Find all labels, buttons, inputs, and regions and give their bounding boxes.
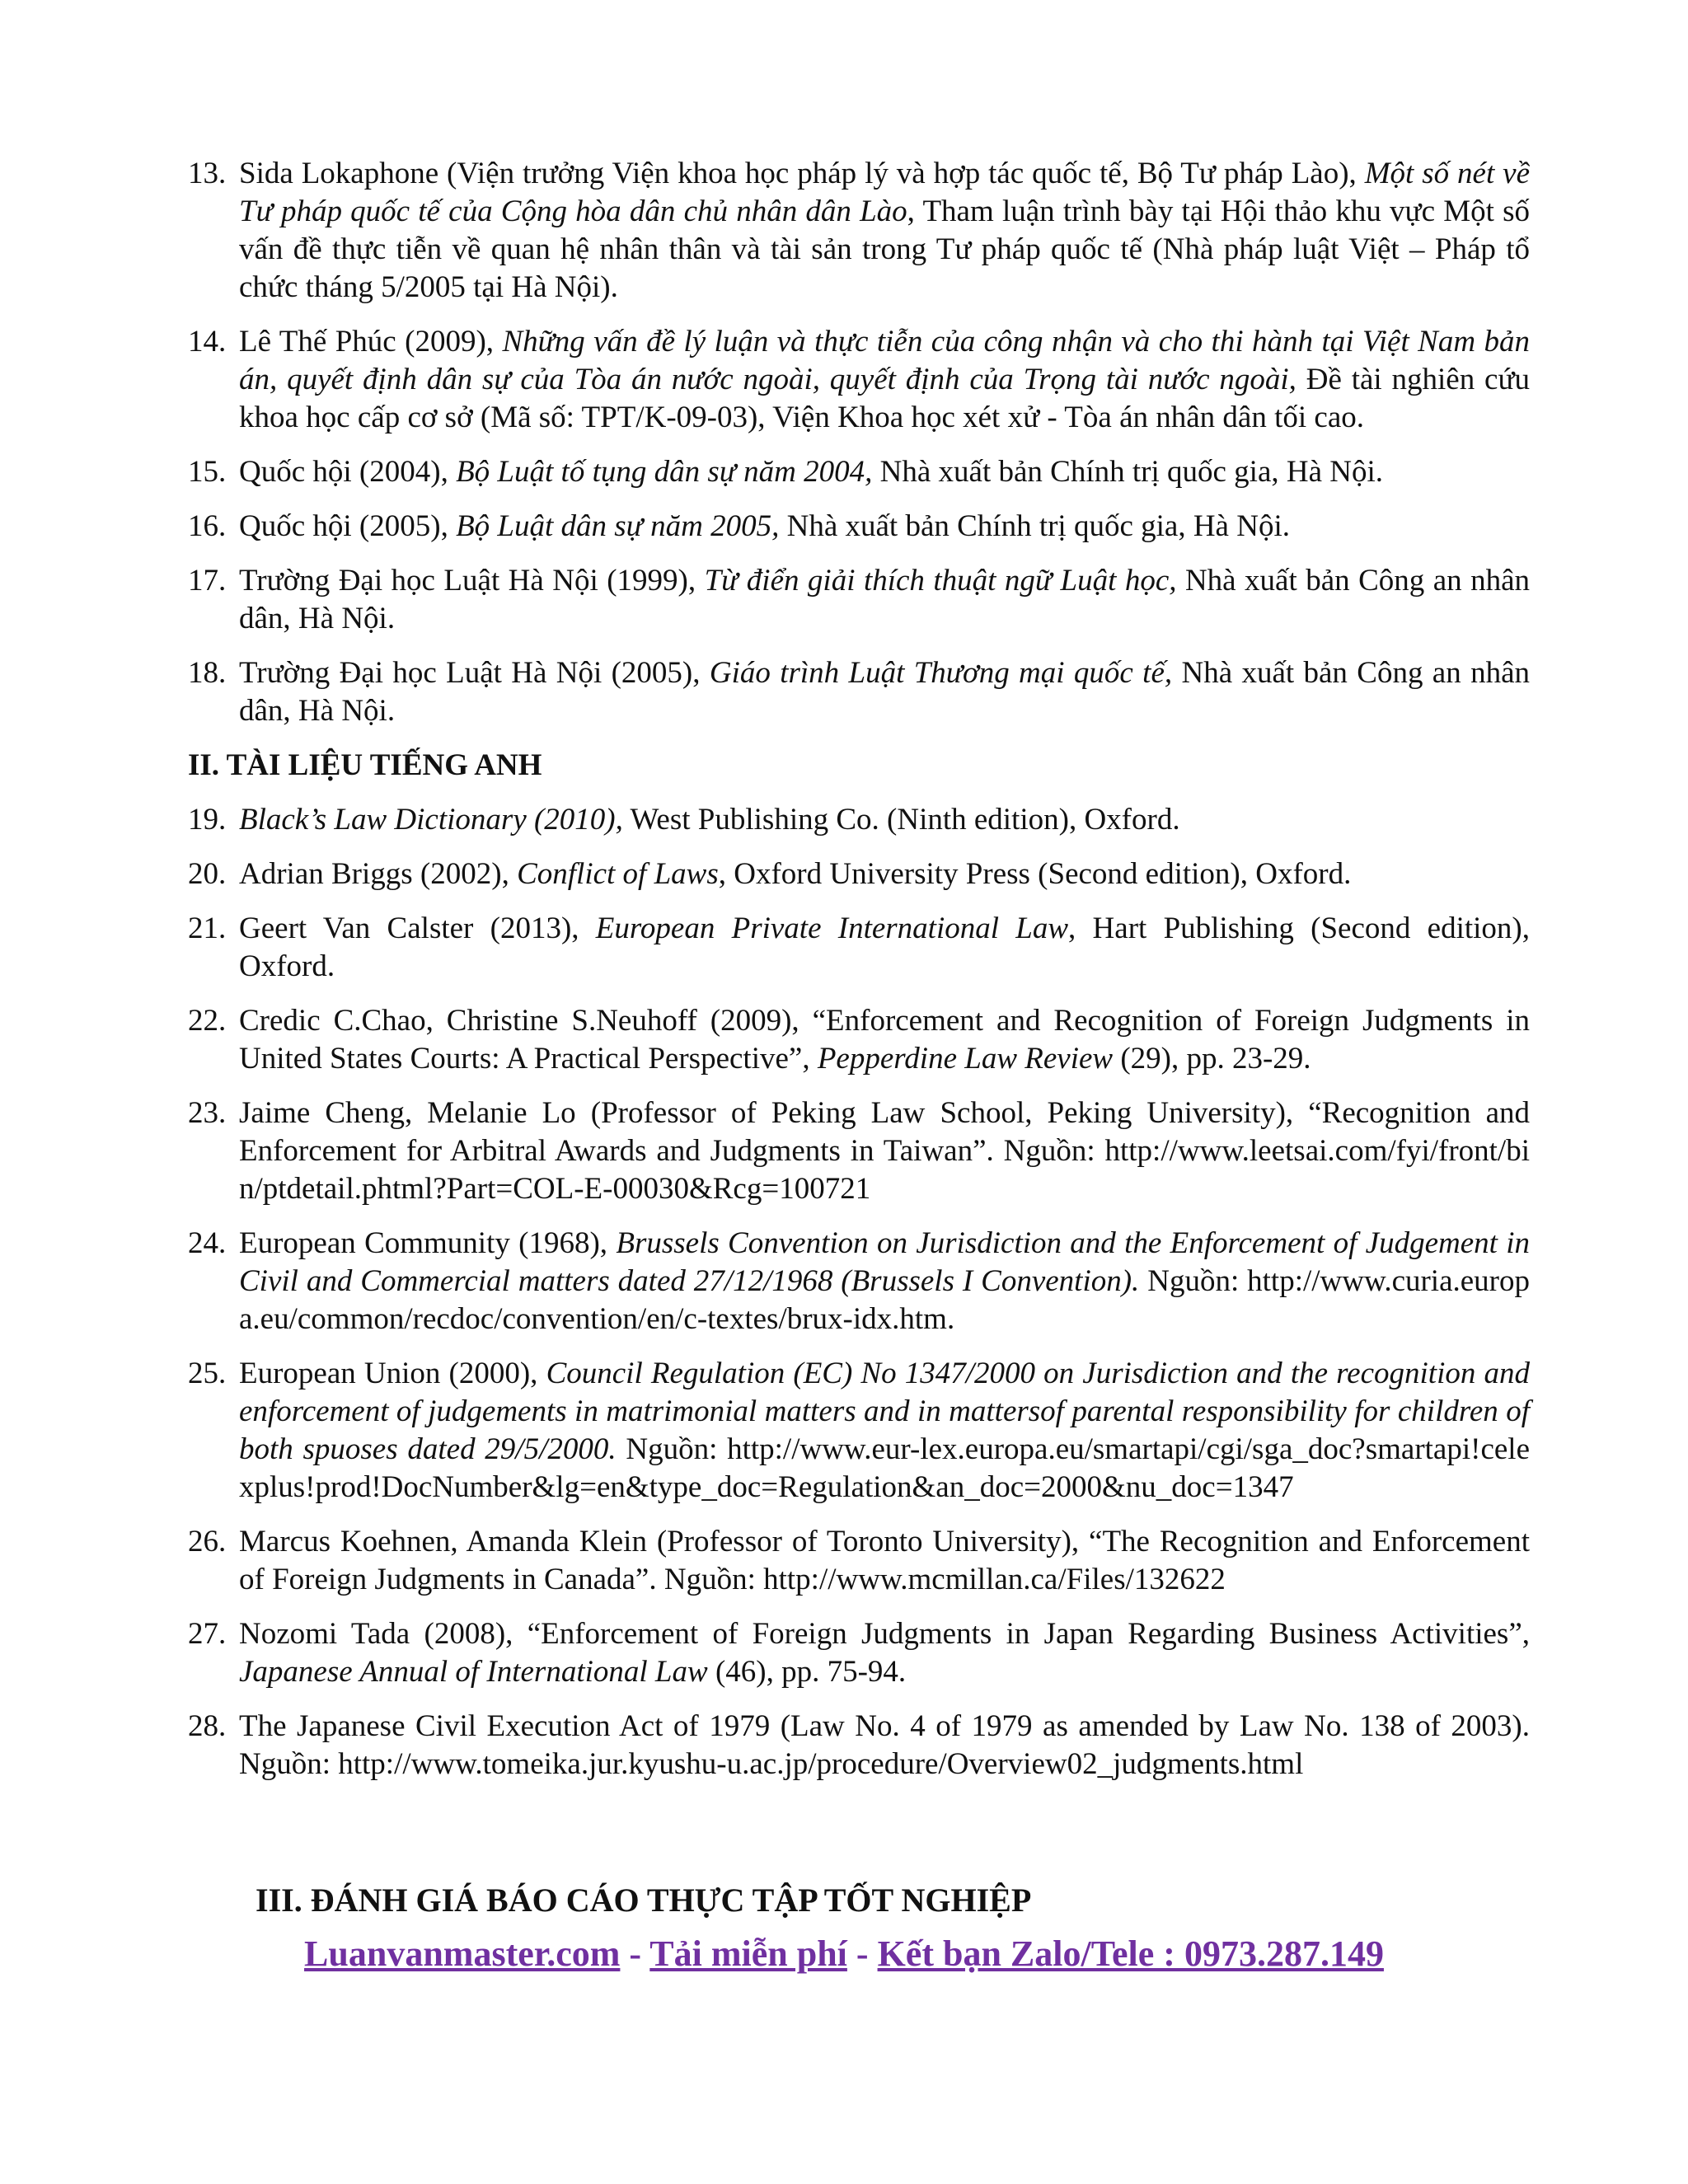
reference-title: Giáo trình Luật Thương mại quốc tế,	[709, 656, 1173, 690]
reference-number: 28.	[188, 1709, 227, 1743]
reference-title: Pepperdine Law Review	[817, 1042, 1114, 1076]
reference-text	[239, 323, 1530, 437]
reference-title: Japanese Annual of International Law	[239, 1655, 708, 1689]
reference-number: 21.	[188, 912, 227, 945]
reference-text	[239, 1094, 1530, 1208]
reference-segment: Lê Thế Phúc (2009),	[239, 325, 503, 359]
reference-item	[188, 910, 1530, 986]
reference-segment: Nhà xuất bản Chính trị quốc gia, Hà Nội.	[779, 509, 1290, 543]
footer-link-site[interactable]: Luanvanmaster.com	[304, 1933, 621, 1974]
reference-number: 26.	[188, 1525, 227, 1558]
vietnamese-references	[188, 155, 1530, 730]
reference-url: http://www.tomeika.jur.kyushu-u.ac.jp/procedure/Overview02_judgments.html	[338, 1747, 1304, 1781]
reference-segment: Adrian Briggs (2002),	[239, 857, 518, 891]
reference-segment: Nhà xuất bản Chính trị quốc gia, Hà Nội.	[872, 455, 1384, 489]
footer-link-contact[interactable]: Kết bạn Zalo/Tele : 0973.287.149	[877, 1933, 1384, 1974]
reference-segment: (29), pp. 23-29.	[1113, 1042, 1311, 1076]
reference-item	[188, 1523, 1530, 1599]
reference-segment: European Union (2000),	[239, 1357, 546, 1390]
reference-number: 20.	[188, 857, 227, 891]
reference-item	[188, 1225, 1530, 1338]
reference-segment: Nozomi Tada (2008), “Enforcement of Foreign Judgments in Japan Regarding Business Activities”,	[239, 1617, 1530, 1651]
reference-segment: , Oxford University Press (Second edition), Oxford.	[718, 857, 1352, 891]
reference-segment: (46), pp. 75-94.	[707, 1655, 907, 1689]
reference-segment: Jaime Cheng, Melanie Lo (Professor of Peking Law School, Peking University), “Recognition and Enforcement for Arbitral Awards and Judgments in Taiwan”. Nguồn:	[239, 1096, 1530, 1168]
reference-segment: Đề tài nghiên cứu khoa học cấp cơ sở (Mã số: TPT/K-09-03), Viện Khoa học xét xử - Tòa án nhân dân tối cao.	[239, 363, 1530, 434]
reference-title: Bộ Luật dân sự năm 2005,	[456, 509, 780, 543]
reference-text	[239, 654, 1530, 730]
reference-segment: Geert Van Calster (2013),	[239, 912, 596, 945]
reference-number: 17.	[188, 564, 227, 598]
reference-item	[188, 508, 1530, 546]
reference-text	[239, 562, 1530, 638]
reference-number: 18.	[188, 656, 227, 690]
reference-item	[188, 654, 1530, 730]
reference-title: Black’s Law Dictionary (2010),	[239, 803, 623, 837]
reference-segment: West Publishing Co. (Ninth edition), Oxford.	[622, 803, 1180, 837]
reference-item	[188, 855, 1530, 893]
reference-text	[239, 910, 1530, 986]
reference-segment: Nhà xuất bản Công an nhân dân, Hà Nội.	[239, 564, 1530, 635]
reference-url: http://www.eur-lex.europa.eu/smartapi/cgi/sga_doc?smartapi!celexplus!prod!DocNumber&lg=en&type_doc=Regulation&an_doc=2000&nu_doc=1347	[239, 1432, 1530, 1504]
reference-segment: Nhà xuất bản Công an nhân dân, Hà Nội.	[239, 656, 1530, 728]
reference-title: Council Regulation (EC) No 1347/2000 on Jurisdiction and the recognition and enforcement of judgements in matrimonial matters and in mattersof parental responsibility for children of both spuoses dated 29/5/2000.	[239, 1357, 1531, 1466]
reference-title: Bộ Luật tố tụng dân sự năm 2004,	[456, 455, 873, 489]
reference-text	[239, 508, 1530, 546]
reference-number: 25.	[188, 1357, 227, 1390]
reference-number: 16.	[188, 509, 227, 543]
reference-item	[188, 323, 1530, 437]
reference-url: http://www.mcmillan.ca/Files/132622	[763, 1563, 1226, 1596]
reference-url: http://www.curia.europa.eu/common/recdoc/convention/en/c-textes/brux-idx.htm.	[239, 1264, 1531, 1336]
reference-text	[239, 1225, 1530, 1338]
reference-segment: The Japanese Civil Execution Act of 1979 (Law No. 4 of 1979 as amended by Law No. 138 of 2003). Nguồn:	[239, 1709, 1530, 1781]
footer-link-download[interactable]: Tải miễn phí	[649, 1933, 847, 1974]
reference-segment: European Community (1968),	[239, 1226, 617, 1260]
reference-title: Brussels Convention on Jurisdiction and the Enforcement of Judgement in Civil and Commercial matters dated 27/12/1968 (Brussels I Convention).	[239, 1226, 1530, 1298]
reference-segment: Trường Đại học Luật Hà Nội (1999),	[239, 564, 705, 598]
reference-number: 22.	[188, 1004, 227, 1038]
reference-title: Những vấn đề lý luận và thực tiễn của công nhận và cho thi hành tại Việt Nam bản án, quyết định dân sự của Tòa án nước ngoài, quyết định của Trọng tài nước ngoài,	[239, 325, 1530, 396]
reference-segment: , Tham luận trình bày tại Hội thảo khu vực Một số vấn đề thực tiễn về quan hệ nhân thân và tài sản trong Tư pháp quốc tế (Nhà pháp luật Việt – Pháp tổ chức tháng 5/2005 tại Hà Nội).	[239, 194, 1530, 304]
reference-number: 27.	[188, 1617, 227, 1651]
footer-links	[0, 1933, 1688, 1975]
reference-url: http://www.leetsai.com/fyi/front/bin/ptdetail.phtml?Part=COL-E-00030&Rcg=100721	[239, 1134, 1530, 1206]
reference-text	[239, 1708, 1530, 1783]
reference-text	[239, 801, 1530, 839]
reference-number: 15.	[188, 455, 227, 489]
reference-segment: Quốc hội (2004),	[239, 455, 457, 489]
reference-segment: Nguồn:	[616, 1432, 728, 1466]
reference-segment: Credic C.Chao, Christine S.Neuhoff (2009), “Enforcement and Recognition of Foreign Judgments in United States Courts: A Practical Perspective”,	[239, 1004, 1530, 1076]
section-title-english-references: II. TÀI LIỆU TIẾNG ANH	[188, 748, 542, 782]
reference-text	[239, 1615, 1530, 1691]
reference-segment: Trường Đại học Luật Hà Nội (2005),	[239, 656, 710, 690]
reference-item	[188, 1002, 1530, 1078]
reference-text	[239, 453, 1530, 491]
reference-item	[188, 562, 1530, 638]
reference-segment: Sida Lokaphone (Viện trưởng Viện khoa học pháp lý và hợp tác quốc tế, Bộ Tư pháp Lào),	[239, 157, 1365, 190]
reference-item	[188, 1708, 1530, 1783]
reference-number: 13.	[188, 157, 227, 190]
reference-item	[188, 155, 1530, 307]
reference-text	[239, 1523, 1530, 1599]
reference-text	[239, 155, 1530, 307]
reference-number: 19.	[188, 803, 227, 837]
footer-separator: -	[620, 1933, 650, 1974]
reference-item	[188, 1355, 1530, 1507]
reference-segment: Nguồn:	[1139, 1264, 1248, 1298]
reference-list	[188, 155, 1530, 1800]
reference-title: European Private International Law	[595, 912, 1069, 945]
reference-text	[239, 855, 1530, 893]
reference-number: 24.	[188, 1226, 227, 1260]
reference-text	[239, 1355, 1530, 1507]
reference-segment: Marcus Koehnen, Amanda Klein (Professor of Toronto University), “The Recognition and Enforcement of Foreign Judgments in Canada”. Nguồn:	[239, 1525, 1530, 1596]
footer-separator: -	[846, 1933, 878, 1974]
reference-title: Conflict of Laws	[517, 857, 719, 891]
reference-item	[188, 1094, 1530, 1208]
reference-text	[239, 1002, 1530, 1078]
reference-item	[188, 1615, 1530, 1691]
reference-title: Một số nét về Tư pháp quốc tế của Cộng hòa dân chủ nhân dân Lào	[239, 157, 1530, 228]
reference-item	[188, 453, 1530, 491]
reference-segment: , Hart Publishing (Second edition), Oxford.	[239, 912, 1530, 983]
reference-title: Từ điển giải thích thuật ngữ Luật học,	[704, 564, 1177, 598]
reference-item	[188, 801, 1530, 839]
reference-segment: Quốc hội (2005),	[239, 509, 457, 543]
section-title-evaluation: III. ĐÁNH GIÁ BÁO CÁO THỰC TẬP TỐT NGHIỆP	[256, 1882, 1032, 1919]
reference-number: 14.	[188, 325, 227, 359]
reference-number: 23.	[188, 1096, 227, 1130]
english-references	[188, 801, 1530, 1783]
